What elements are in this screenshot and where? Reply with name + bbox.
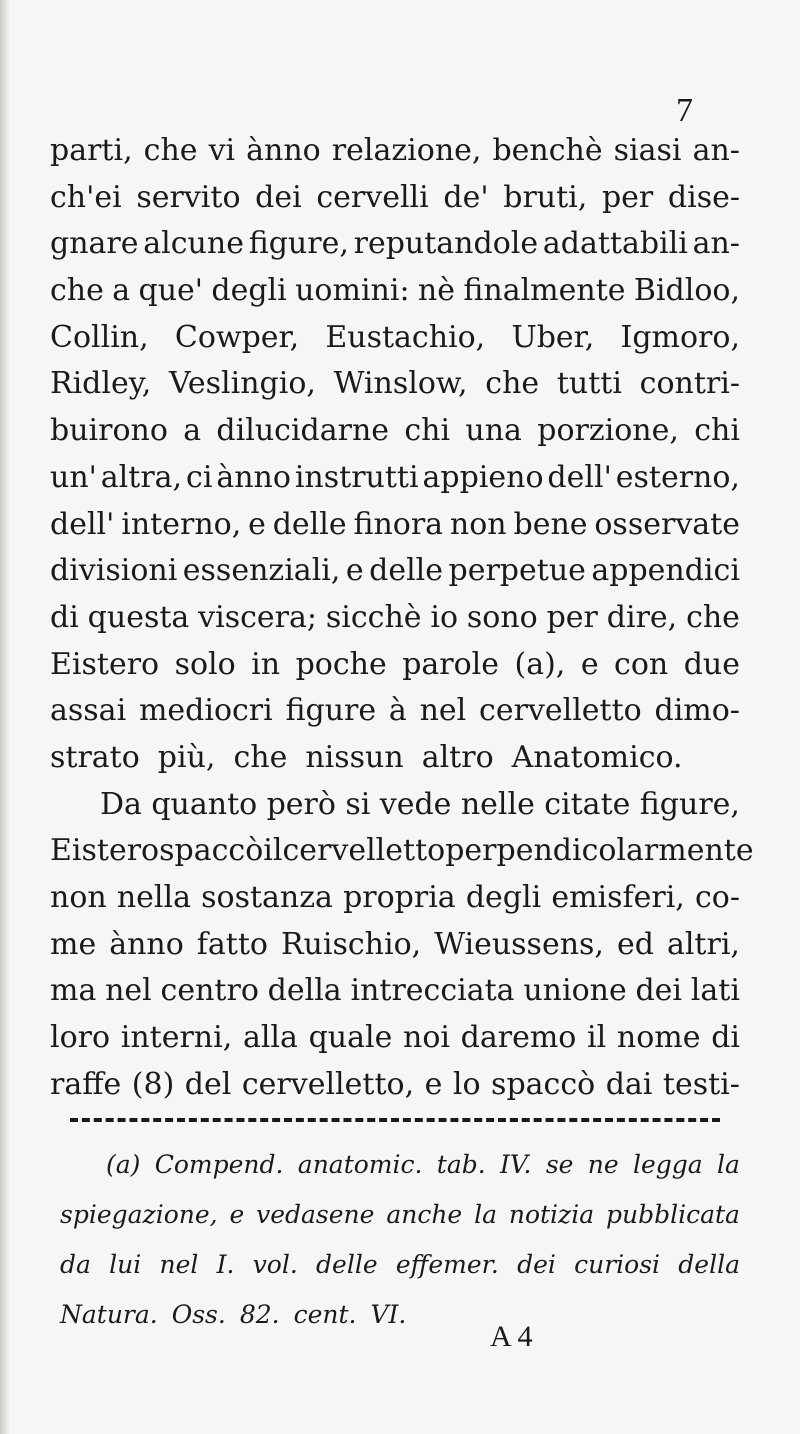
- word: figure,: [248, 226, 349, 262]
- word: dell': [547, 459, 612, 495]
- word: che: [50, 273, 104, 309]
- word: un': [50, 459, 97, 495]
- word: per: [601, 179, 654, 215]
- word: che: [143, 133, 198, 168]
- word: bene: [513, 506, 588, 542]
- word: ch'ei: [50, 179, 122, 215]
- word: però: [266, 786, 336, 822]
- word: essenziali,: [182, 553, 341, 589]
- word: sono: [466, 599, 538, 635]
- footnote-separator-rule: [70, 1118, 720, 1128]
- word: spaccò: [491, 1066, 596, 1102]
- word: nel: [105, 973, 152, 1009]
- word: Ridley,: [50, 366, 152, 402]
- word: strato: [50, 739, 140, 775]
- word: figure: [285, 693, 377, 729]
- word: a: [183, 413, 202, 449]
- text-line: [50, 828, 754, 875]
- word: Bidloo,: [633, 273, 740, 309]
- word: finora: [353, 506, 444, 542]
- word: Anatomico.: [511, 739, 683, 775]
- footnote-word: Compend.: [154, 1150, 284, 1179]
- word: cervelletto,: [241, 1066, 415, 1102]
- word: appieno: [422, 459, 544, 495]
- text-line: [50, 735, 740, 782]
- footnote-word: IV.: [500, 1150, 532, 1179]
- word: più,: [157, 739, 216, 775]
- text-line: [50, 1015, 740, 1062]
- text-line: [50, 1062, 740, 1109]
- page-edge-shadow: [0, 0, 10, 1434]
- word: cervelletto: [479, 693, 642, 729]
- word: quanto: [151, 786, 258, 822]
- word: relazione,: [331, 133, 482, 168]
- word: reputandole: [353, 226, 539, 262]
- footnote-word: se: [545, 1150, 574, 1179]
- word: Eustachio,: [325, 319, 486, 355]
- footnote-word: la: [717, 1150, 740, 1179]
- text-line: [50, 361, 740, 408]
- word: che: [686, 599, 740, 635]
- footnote-word: I.: [216, 1250, 235, 1279]
- word: in: [251, 646, 281, 682]
- word: ànno: [216, 459, 291, 495]
- word: perpendicolarmente: [445, 833, 754, 869]
- word: buirono: [50, 413, 168, 449]
- footnote-word: VI.: [370, 1300, 407, 1329]
- word: (8): [131, 1066, 175, 1102]
- word: Eistero: [50, 646, 160, 682]
- word: solo: [174, 646, 236, 682]
- word: adattabili: [542, 226, 688, 262]
- text-line: [50, 175, 740, 222]
- word: dei: [255, 179, 302, 215]
- text-line: [50, 688, 740, 735]
- text-line: [50, 221, 740, 268]
- word: altro: [421, 739, 494, 775]
- text-line: [50, 502, 740, 549]
- word: tutti: [556, 366, 622, 402]
- text-line: [50, 782, 740, 829]
- word: dell': [50, 506, 115, 542]
- word: dai: [605, 1066, 653, 1102]
- word: chi: [404, 413, 451, 449]
- word: che: [485, 366, 540, 402]
- word: intrecciata: [350, 973, 515, 1009]
- word: dilucidarne: [216, 413, 390, 449]
- word: di: [50, 599, 79, 635]
- word: degli: [211, 273, 287, 309]
- word: appendici: [591, 553, 740, 589]
- word: divisioni: [50, 553, 178, 589]
- word: non: [50, 880, 107, 915]
- word: me: [50, 926, 97, 962]
- text-line: [50, 968, 740, 1015]
- word: testi-: [662, 1066, 740, 1102]
- word: ànno: [109, 926, 184, 962]
- word: Ruischio,: [280, 926, 422, 962]
- word: nel: [419, 693, 467, 729]
- word: con: [614, 646, 669, 682]
- word: Collin,: [50, 319, 149, 355]
- word: loro: [50, 1020, 111, 1056]
- footnote-word: Oss.: [171, 1300, 226, 1329]
- word: io: [430, 599, 459, 635]
- word: vi: [208, 133, 236, 168]
- text-line: [50, 642, 740, 689]
- footnote-word: anatomic.: [297, 1150, 423, 1179]
- word: non: [449, 506, 507, 542]
- word: il: [263, 833, 283, 869]
- word: co-: [694, 880, 740, 915]
- word: gnare: [50, 226, 139, 262]
- footnote-word: Natura.: [60, 1300, 158, 1329]
- word: una: [465, 413, 522, 449]
- footnote-line: [60, 1190, 740, 1240]
- text-line: [50, 128, 740, 175]
- page-number: 7: [676, 92, 693, 129]
- word: e: [580, 646, 599, 682]
- word: e: [248, 506, 266, 542]
- word: per: [546, 599, 598, 635]
- word: benchè: [492, 133, 603, 168]
- word: citate: [544, 786, 631, 822]
- footnote-word: tab.: [436, 1150, 486, 1179]
- word: cervelli: [316, 179, 429, 215]
- text-line: [50, 315, 740, 362]
- word: porzione,: [537, 413, 679, 449]
- word: vede: [379, 786, 452, 822]
- word: e: [345, 553, 364, 589]
- word: sicchè: [325, 599, 422, 635]
- word: interni,: [120, 1020, 233, 1056]
- word: Veslingio,: [168, 366, 316, 402]
- word: lati: [690, 973, 740, 1009]
- footnote-word: della: [678, 1250, 740, 1279]
- main-text-block: [50, 128, 754, 1108]
- word: que': [138, 273, 204, 309]
- word: centro: [160, 973, 259, 1009]
- word: a: [112, 273, 131, 309]
- footnote-word: lui: [109, 1250, 142, 1279]
- text-line: [50, 548, 740, 595]
- word: an-: [692, 133, 740, 168]
- footnote-word: legga: [632, 1150, 703, 1179]
- word: Igmoro,: [620, 319, 740, 355]
- word: raffe: [50, 1066, 122, 1102]
- word: si: [345, 786, 371, 822]
- word: siasi: [613, 133, 682, 168]
- word: servito: [136, 179, 241, 215]
- footnote-word: vedasene: [256, 1200, 375, 1229]
- text-line: [50, 268, 740, 315]
- word: de': [443, 179, 489, 215]
- word: daremo: [460, 1020, 577, 1056]
- word: ànno: [246, 133, 321, 168]
- word: fatto: [196, 926, 268, 962]
- word: mediocri: [138, 693, 273, 729]
- footnote-line: [60, 1240, 740, 1290]
- footnote-word: curiosi: [574, 1250, 661, 1279]
- word: viscera;: [198, 599, 317, 635]
- word: questa: [87, 599, 190, 635]
- word: parti,: [50, 133, 133, 168]
- footnote-word: notizia: [508, 1200, 595, 1229]
- footnote-word: cent.: [293, 1300, 357, 1329]
- word: emisferi,: [551, 880, 685, 915]
- word: lo: [452, 1066, 481, 1102]
- word: delle: [272, 506, 347, 542]
- word: propria: [343, 880, 456, 915]
- footnote-word: effemer.: [395, 1250, 499, 1279]
- word: cervelletto: [282, 833, 446, 869]
- word: Da: [100, 786, 142, 822]
- word: altri,: [666, 926, 740, 962]
- word: sostanza: [201, 880, 333, 915]
- word: noi: [403, 1020, 450, 1056]
- word: dire,: [606, 599, 678, 635]
- word: degli: [465, 880, 542, 915]
- word: nella: [116, 880, 191, 915]
- word: alla: [242, 1020, 298, 1056]
- footnote-word: (a): [106, 1150, 141, 1179]
- word: altra,: [100, 459, 183, 495]
- word: instrutti: [294, 459, 419, 495]
- signature-mark: A 4: [490, 1320, 533, 1353]
- word: della: [267, 973, 342, 1009]
- word: e: [424, 1066, 443, 1102]
- text-line: [50, 408, 740, 455]
- text-line: [50, 595, 740, 642]
- word: ma: [50, 973, 97, 1009]
- footnote-word: vol.: [252, 1250, 298, 1279]
- word: nelle: [460, 786, 535, 822]
- word: Wieussens,: [434, 926, 604, 962]
- text-line: [50, 875, 740, 922]
- word: Winslow,: [333, 366, 468, 402]
- word: ci: [186, 459, 213, 495]
- word: contri-: [639, 366, 740, 402]
- word: Uber,: [511, 319, 595, 355]
- word: che: [233, 739, 288, 775]
- word: il: [587, 1020, 607, 1056]
- footnote-word: 82.: [239, 1300, 280, 1329]
- word: due: [683, 646, 740, 682]
- word: à: [388, 693, 407, 729]
- footnote-word: da: [60, 1250, 91, 1279]
- footnote-word: dei: [517, 1250, 556, 1279]
- word: (a),: [514, 646, 566, 682]
- word: del: [184, 1066, 232, 1102]
- word: Cowper,: [174, 319, 300, 355]
- footnote-word: la: [474, 1200, 497, 1229]
- word: chi: [694, 413, 740, 449]
- word: assai: [50, 693, 127, 729]
- footnote-word: ne: [587, 1150, 619, 1179]
- word: unione: [523, 973, 627, 1009]
- footnote-word: delle: [316, 1250, 378, 1279]
- footnote-line: [60, 1140, 740, 1190]
- word: perpetue: [448, 553, 586, 589]
- text-line: [50, 922, 740, 969]
- footnote-word: pubblicata: [606, 1200, 740, 1229]
- word: uomini:: [295, 273, 410, 309]
- word: parole: [402, 646, 500, 682]
- word: quale: [308, 1020, 393, 1056]
- word: nome: [616, 1020, 701, 1056]
- word: spaccò: [159, 833, 264, 869]
- word: bruti,: [503, 179, 588, 215]
- word: ed: [616, 926, 654, 962]
- footnote-word: anche: [386, 1200, 463, 1229]
- word: nè: [417, 273, 455, 309]
- word: finalmente: [463, 273, 626, 309]
- text-line: [50, 455, 740, 502]
- word: dimo-: [654, 693, 740, 729]
- word: Eistero: [50, 833, 160, 869]
- word: di: [711, 1020, 740, 1056]
- word: nissun: [305, 739, 404, 775]
- word: osservate: [594, 506, 740, 542]
- footnote-word: e: [229, 1200, 245, 1229]
- word: an-: [692, 226, 740, 262]
- word: esterno,: [615, 459, 740, 495]
- footnote-word: spiegazione,: [60, 1200, 218, 1229]
- footnote-block: [60, 1140, 740, 1340]
- word: dei: [635, 973, 683, 1009]
- word: interno,: [121, 506, 242, 542]
- word: alcune: [143, 226, 244, 262]
- word: poche: [295, 646, 387, 682]
- word: delle: [369, 553, 444, 589]
- footnote-word: nel: [159, 1250, 199, 1279]
- word: dise-: [667, 179, 740, 215]
- word: figure,: [639, 786, 740, 822]
- footnote-line: [60, 1290, 740, 1340]
